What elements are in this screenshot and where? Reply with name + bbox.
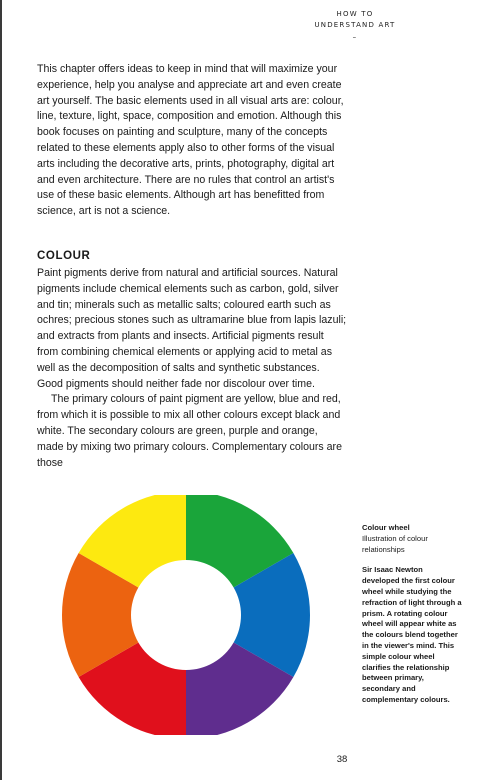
caption-body: Sir Isaac Newton developed the first colour wheel while studying the refraction of light through a prism. A rotating colour wheel will appear white as the colours blend together in the viewer's mind. This simple colour wheel clarifies the relationship between primary, secondary and complementary colours.	[362, 565, 462, 704]
intro-paragraph: This chapter offers ideas to keep in mind that will maximize your experience, help you analyse and appreciate art and even create art yourself. The basic elements used in all visual arts are: colour, line, texture, light, space, composition and emotion. Although this book focuses on painting and sculpture, many of the concepts related to these elements apply also to other forms of the visual arts including the decorative arts, prints, photography, digital art and even architecture. There are no rules that control an artist's use of these basic elements. Although art has benefitted from science, art is not a science.	[37, 63, 344, 218]
page-number: 38	[336, 754, 348, 765]
page-edge-line	[0, 0, 2, 780]
section-body	[37, 266, 347, 471]
colour-wheel	[61, 495, 311, 735]
caption-subtitle: Illustration of colour relationships	[362, 533, 428, 554]
figure-caption	[362, 523, 462, 706]
section-heading: COLOUR	[37, 250, 91, 262]
section-paragraph-1: Paint pigments derive from natural and artificial sources. Natural pigments include chemical elements such as carbon, gold, silver and tin; minerals such as metallic salts; coloured earth such as ochres; precious stones such as ultramarine blue from lapis lazuli; and extracts from plants and insects. Artificial pigments result from combining chemical elements or applying acid to metal as well as the decomposition of salts and synthetic substances. Good pigments should neither fade nor discolour over time.	[37, 267, 347, 390]
section-paragraph-2: The primary colours of paint pigment are yellow, blue and red, from which it is possible to mix all other colours except black and white. The secondary colours are green, purple and orange, made by mixing two primary colours. Complementary colours are those	[37, 393, 342, 469]
header-dash: –	[352, 33, 358, 41]
header-line-2: UNDERSTAND ART	[314, 21, 396, 29]
running-header	[300, 9, 410, 43]
caption-title: Colour wheel	[362, 523, 410, 532]
header-line-1: HOW TO	[336, 10, 374, 18]
